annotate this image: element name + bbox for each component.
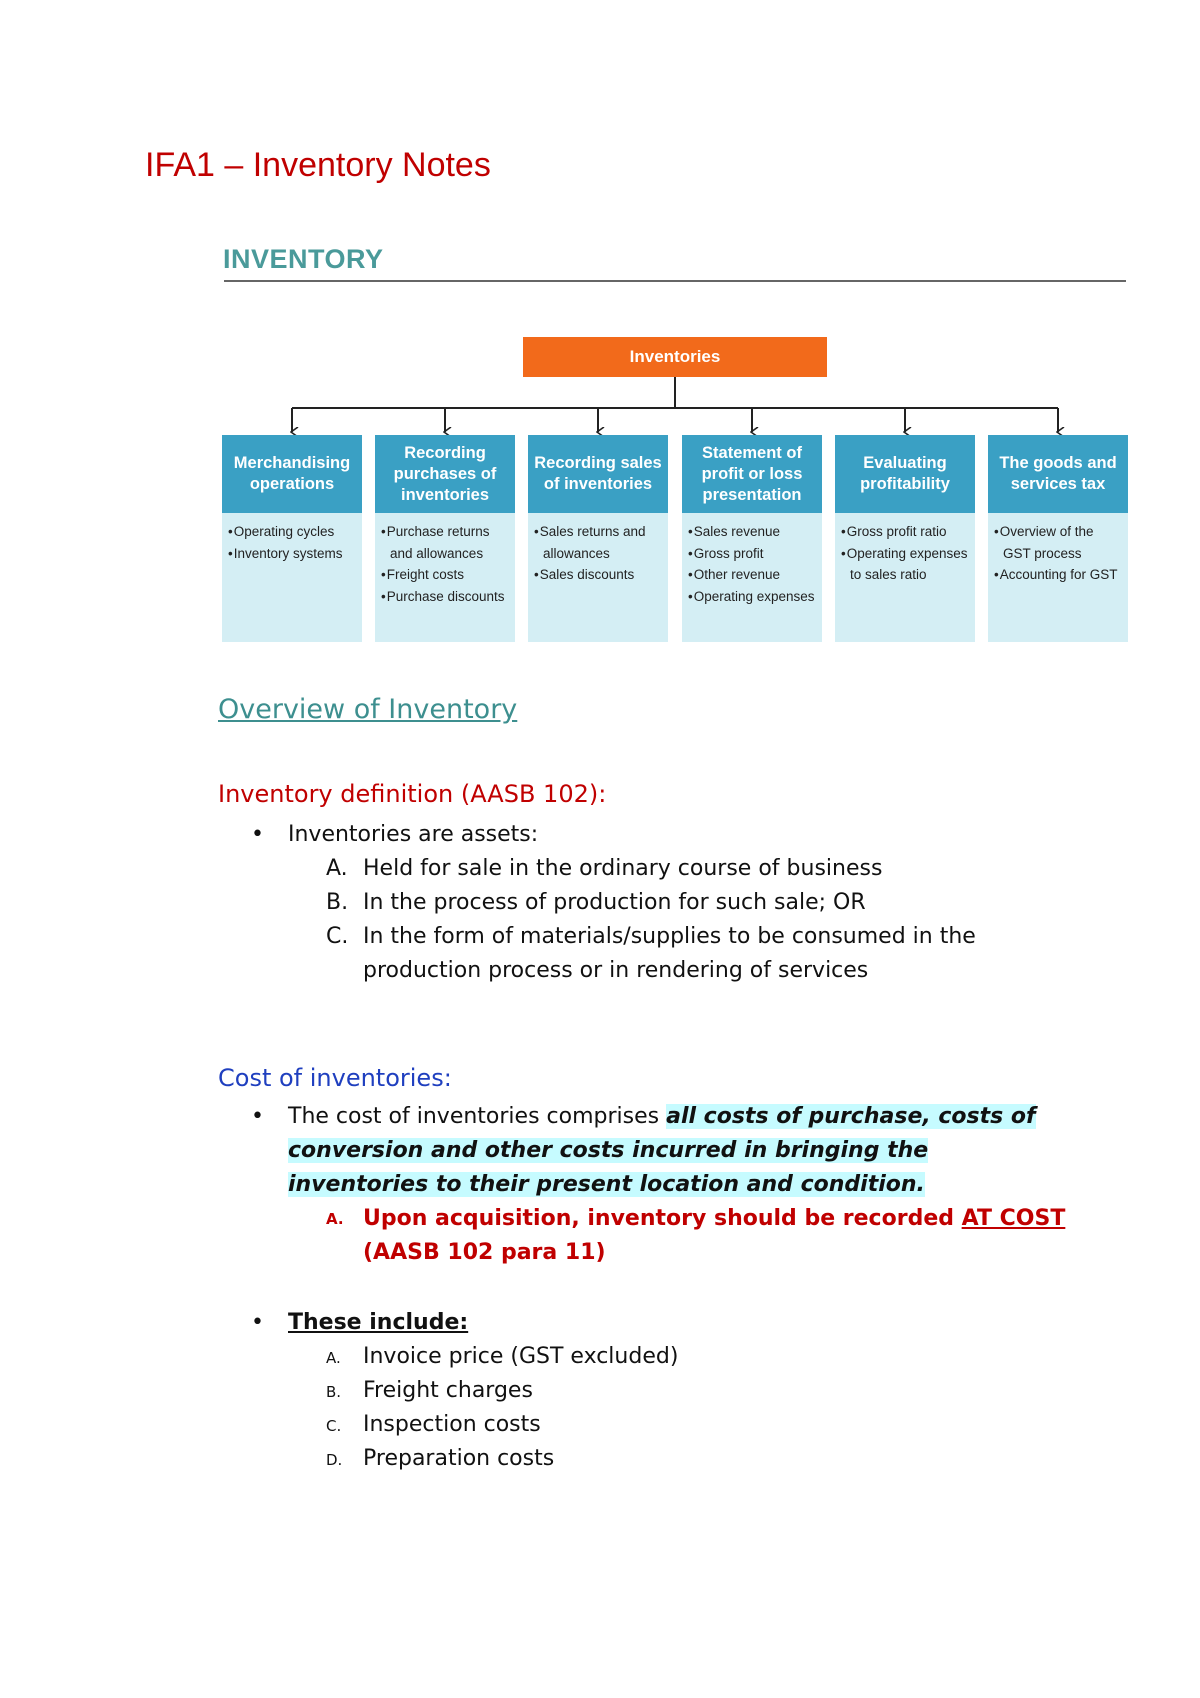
includes-item bbox=[326, 1340, 1086, 1375]
list-label: A. bbox=[326, 856, 348, 881]
definition-item bbox=[326, 920, 1026, 988]
cost-intro-text: The cost of inventories comprises bbox=[288, 1104, 667, 1129]
cost-rule bbox=[326, 1202, 1086, 1270]
category-items bbox=[682, 521, 822, 607]
cost-heading: Cost of inventories: bbox=[218, 1064, 452, 1092]
includes-bullet bbox=[251, 1306, 468, 1340]
category-item: • Accounting for GST bbox=[994, 564, 1124, 586]
definition-item bbox=[326, 886, 1106, 920]
category-goods-and-services-tax bbox=[988, 435, 1128, 642]
definition-bullet bbox=[251, 818, 538, 852]
includes-item-text: Freight charges bbox=[363, 1378, 533, 1403]
diagram-root-node: Inventories bbox=[523, 337, 827, 377]
category-title: Evaluating profitability bbox=[835, 435, 975, 513]
overview-heading: Overview of Inventory bbox=[218, 694, 518, 725]
cost-rule-body bbox=[363, 1202, 1065, 1270]
category-title: Recording purchases of inventories bbox=[375, 435, 515, 513]
category-title: Merchandising operations bbox=[222, 435, 362, 513]
cost-intro-bullet bbox=[251, 1100, 1071, 1202]
cost-rule-emphasis: AT COST bbox=[961, 1206, 1066, 1231]
bullet-icon: • bbox=[251, 1310, 264, 1335]
list-label: A. bbox=[326, 1210, 344, 1228]
category-evaluating-profitability bbox=[835, 435, 975, 642]
category-item: • Inventory systems bbox=[228, 543, 358, 565]
category-item: • Sales revenue bbox=[688, 521, 818, 543]
category-title: The goods and services tax bbox=[988, 435, 1128, 513]
category-profit-or-loss-presentation bbox=[682, 435, 822, 642]
diagram-heading: INVENTORY bbox=[223, 244, 384, 274]
definition-intro: Inventories are assets: bbox=[288, 822, 539, 847]
cost-intro bbox=[288, 1100, 1071, 1202]
category-item: • Gross profit bbox=[688, 543, 818, 565]
definition-heading: Inventory definition (AASB 102): bbox=[218, 780, 607, 808]
category-title: Statement of profit or loss presentation bbox=[682, 435, 822, 513]
definition-item-text: Held for sale in the ordinary course of business bbox=[363, 856, 883, 881]
cost-rule-text: Upon acquisition, inventory should be recorded bbox=[363, 1206, 962, 1231]
list-label: C. bbox=[326, 924, 349, 949]
document-title: IFA1 – Inventory Notes bbox=[145, 146, 491, 184]
category-item: • Operating cycles bbox=[228, 521, 358, 543]
category-item: • Purchase returns and allowances bbox=[381, 521, 511, 564]
category-merchandising-operations bbox=[222, 435, 362, 642]
category-recording-purchases bbox=[375, 435, 515, 642]
category-items bbox=[835, 521, 975, 586]
list-label: B. bbox=[326, 890, 349, 915]
bullet-icon: • bbox=[251, 1104, 264, 1129]
cost-rule-reference: (AASB 102 para 11) bbox=[363, 1240, 606, 1265]
category-items bbox=[375, 521, 515, 607]
category-recording-sales bbox=[528, 435, 668, 642]
includes-heading: These include: bbox=[288, 1310, 469, 1335]
includes-item-text: Invoice price (GST excluded) bbox=[363, 1344, 679, 1369]
list-label: C. bbox=[326, 1417, 342, 1435]
category-item: • Gross profit ratio bbox=[841, 521, 971, 543]
category-item: • Overview of the GST process bbox=[994, 521, 1124, 564]
includes-item bbox=[326, 1408, 1086, 1443]
includes-item bbox=[326, 1442, 1086, 1477]
includes-item bbox=[326, 1374, 1086, 1409]
category-item: • Purchase discounts bbox=[381, 586, 511, 608]
category-item: • Operating expenses bbox=[688, 586, 818, 608]
category-item: • Other revenue bbox=[688, 564, 818, 586]
category-items bbox=[528, 521, 668, 586]
category-title: Recording sales of inventories bbox=[528, 435, 668, 513]
category-item: • Sales discounts bbox=[534, 564, 664, 586]
diagram-connectors bbox=[0, 0, 1200, 440]
definition-item-text: In the process of production for such sale; OR bbox=[363, 890, 866, 915]
includes-item-text: Preparation costs bbox=[363, 1446, 555, 1471]
category-item: • Sales returns and allowances bbox=[534, 521, 664, 564]
list-label: D. bbox=[326, 1451, 343, 1469]
category-item: • Operating expenses to sales ratio bbox=[841, 543, 971, 586]
list-label: A. bbox=[326, 1349, 341, 1367]
includes-item-text: Inspection costs bbox=[363, 1412, 541, 1437]
list-label: B. bbox=[326, 1383, 342, 1401]
category-item: • Freight costs bbox=[381, 564, 511, 586]
bullet-icon: • bbox=[251, 822, 264, 847]
definition-item-text: In the form of materials/supplies to be consumed in the production process or in rendering of services bbox=[363, 924, 976, 983]
cost-intro-highlight: all costs of purchase, costs of conversion and other costs incurred in bringing the inventories to their present location and condition. bbox=[288, 1104, 1036, 1197]
category-items bbox=[988, 521, 1128, 586]
category-items bbox=[222, 521, 362, 564]
definition-item bbox=[326, 852, 1106, 886]
